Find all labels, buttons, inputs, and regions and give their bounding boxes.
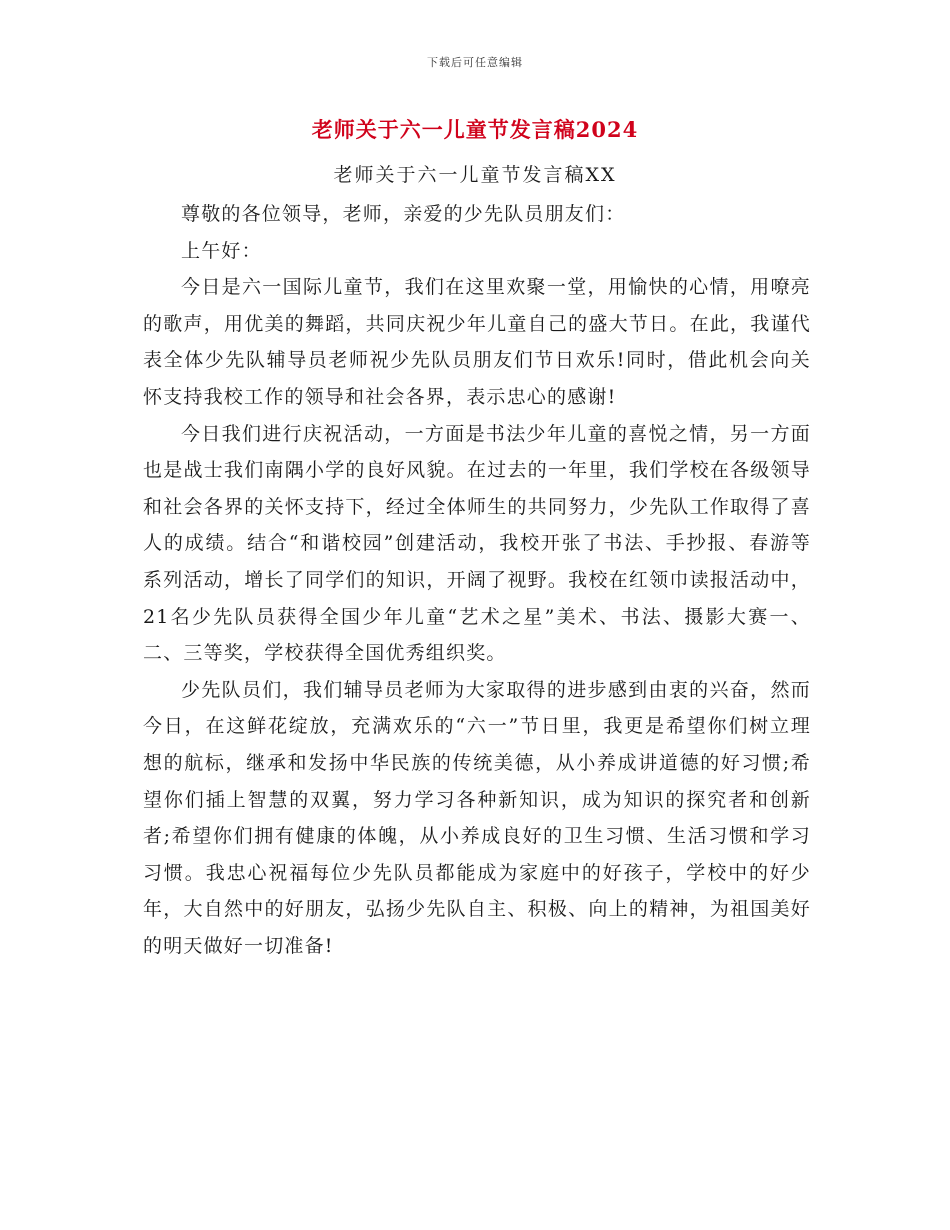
greeting-paragraph: 上午好： bbox=[181, 239, 262, 262]
document-subtitle: 老师关于六一儿童节发言稿XX bbox=[333, 164, 617, 186]
page-header: 下载后可任意编辑 bbox=[427, 56, 523, 69]
body-paragraph: 少先队员们，我们辅导员老师为大家取得的进步感到由衷的兴奋，然而今日，在这鲜花绽放，充满欢乐的“六一”节日里，我更是希望你们树立理想的航标，继承和发扬中华民族的传统美德，从小养成讲道德的好习惯;希望你们插上智慧的双翼，努力学习各种新知识，成为知识的探究者和创新者;希望你们拥有健康的体魄，从小养成良好的卫生习惯、生活习惯和学习习惯。我忠心祝福每位少先队员都能成为家庭中的好孩子，学校中的好少年，大自然中的好朋友，弘扬少先队自主、积极、向上的精神，为祖国美好的明天做好一切准备! bbox=[143, 678, 811, 957]
salutation-paragraph: 尊敬的各位领导，老师，亲爱的少先队员朋友们： bbox=[181, 203, 626, 225]
document-title: 老师关于六一儿童节发言稿2024 bbox=[311, 117, 639, 142]
body-paragraph: 今日是六一国际儿童节，我们在这里欢聚一堂，用愉快的心情，用嘹亮的歌声，用优美的舞蹈，共同庆祝少年儿童自己的盛大节日。在此，我谨代表全体少先队辅导员老师祝少先队员朋友们节日欢乐!同时，借此机会向关怀支持我校工作的领导和社会各界，表示忠心的感谢! bbox=[143, 276, 811, 408]
body-paragraph: 今日我们进行庆祝活动，一方面是书法少年儿童的喜悦之情，另一方面也是战士我们南隅小学的良好风貌。在过去的一年里，我们学校在各级领导和社会各界的关怀支持下，经过全体师生的共同努力，少先队工作取得了喜人的成绩。结合“和谐校园”创建活动，我校开张了书法、手抄报、春游等系列活动，增长了同学们的知识，开阔了视野。我校在红领巾读报活动中，21名少先队员获得全国少年儿童“艺术之星”美术、书法、摄影大赛一、二、三等奖，学校获得全国优秀组织奖。 bbox=[143, 422, 811, 665]
document-body bbox=[143, 196, 811, 964]
